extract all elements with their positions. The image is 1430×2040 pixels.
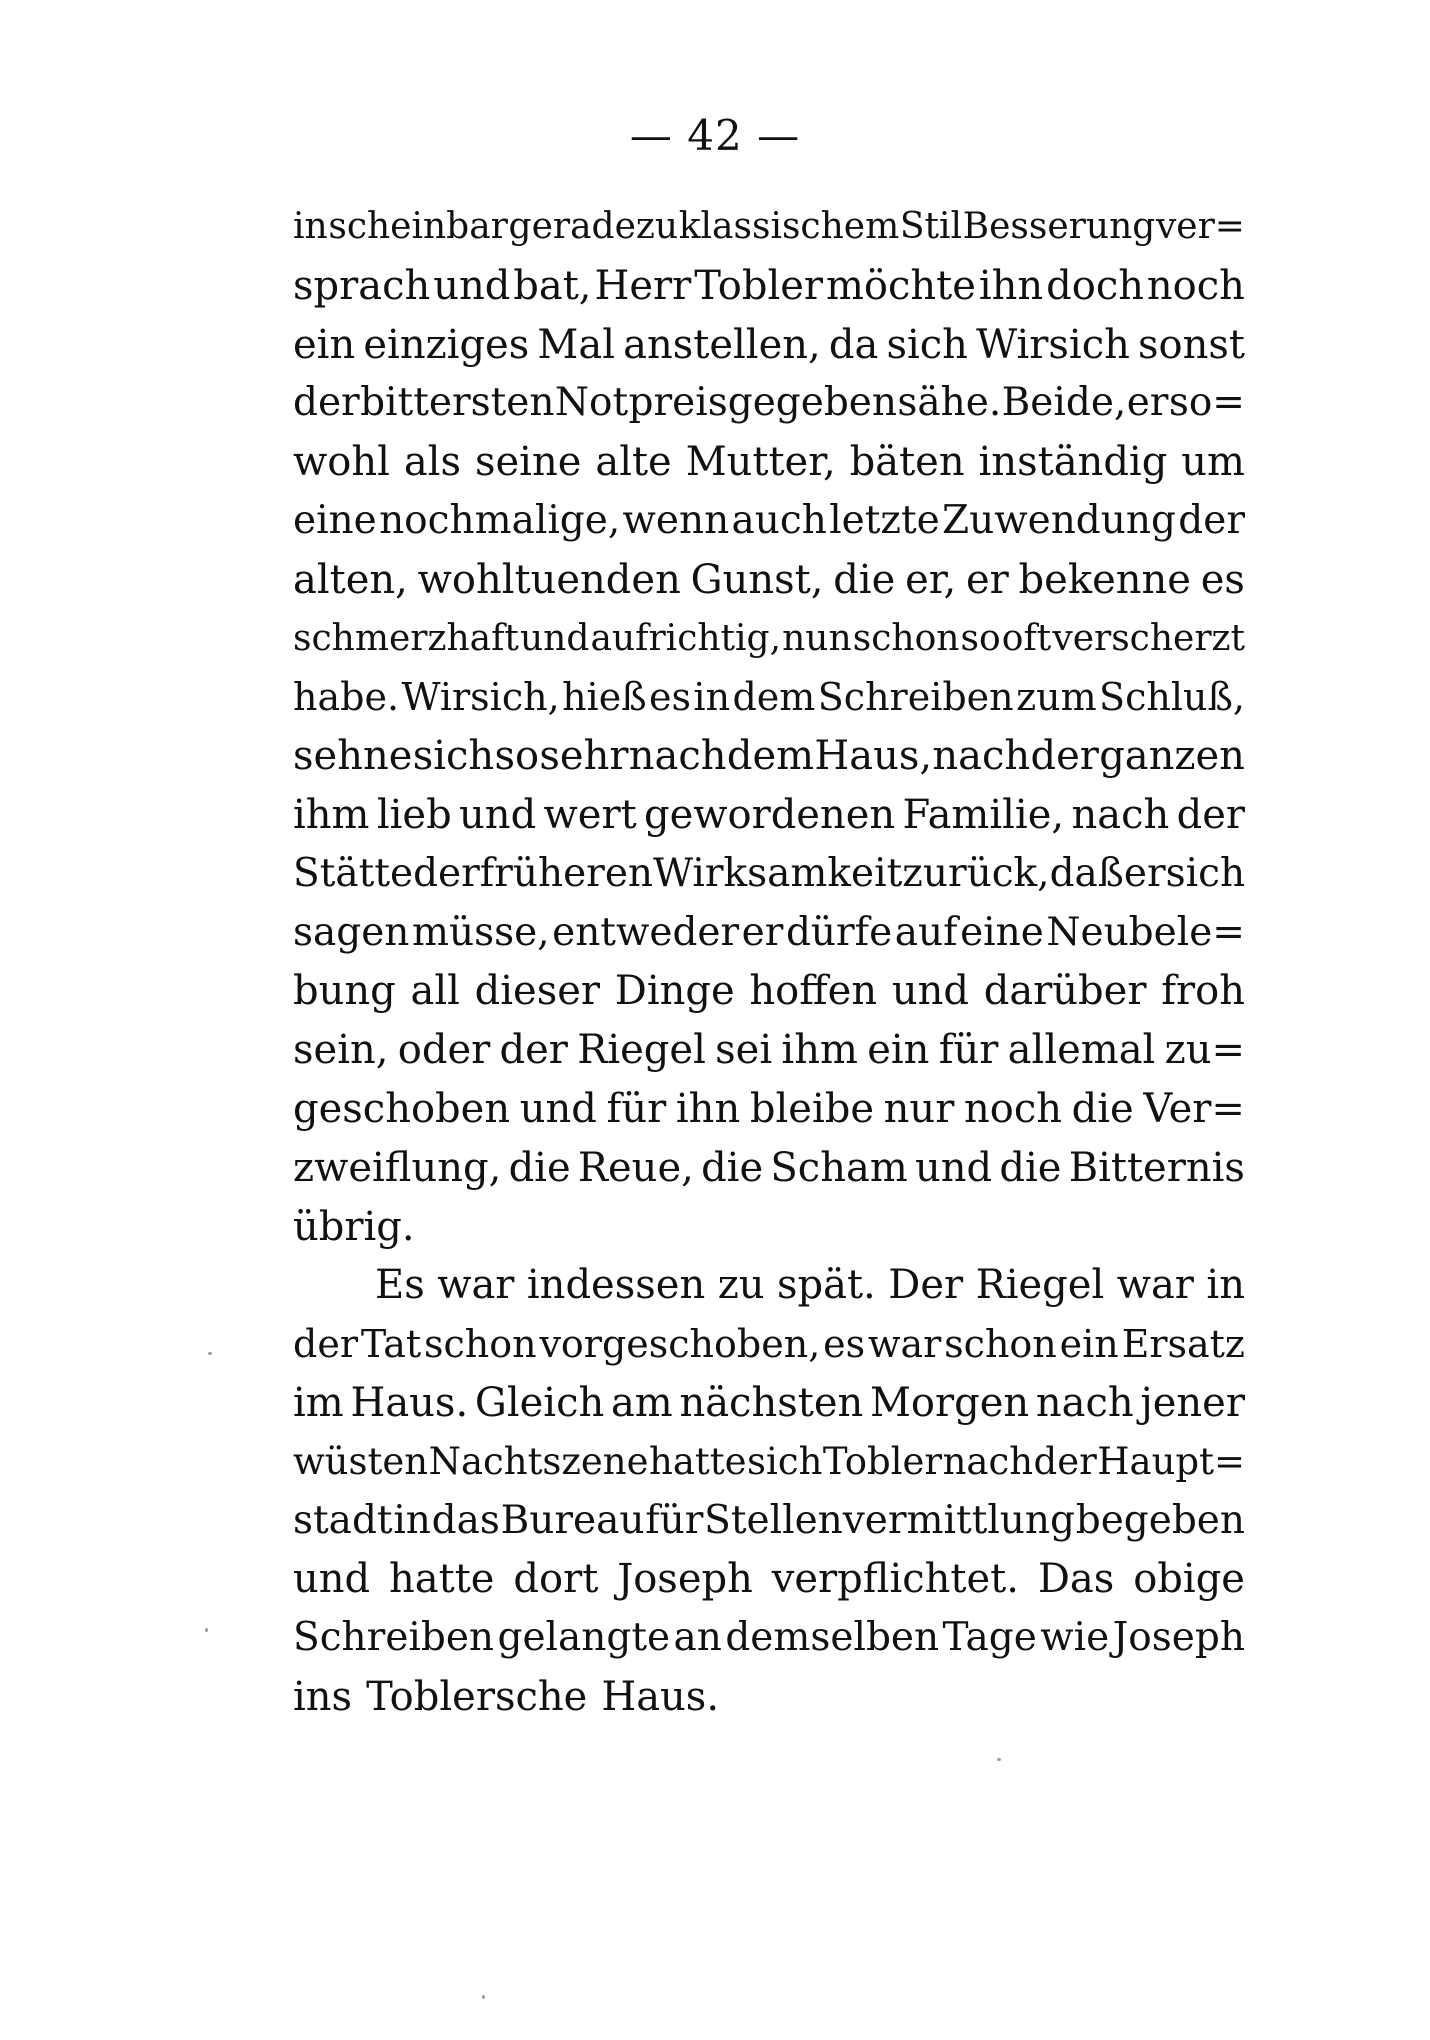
word: lieb: [376, 791, 452, 838]
word: Toblersche: [366, 1673, 588, 1720]
word: hieß: [562, 675, 647, 720]
word: und: [891, 968, 969, 1015]
word: Haus.: [601, 1673, 720, 1720]
word: die: [833, 556, 896, 603]
word: so: [960, 617, 1001, 659]
word: bung: [293, 968, 396, 1015]
word: Wirksamkeit: [653, 850, 903, 896]
word: war: [437, 1262, 515, 1309]
word: dort: [513, 1556, 599, 1603]
word: die: [999, 1144, 1062, 1191]
word: in: [293, 206, 328, 247]
word: Es: [375, 1262, 425, 1309]
word: Haus.: [350, 1379, 469, 1426]
word: ihn: [978, 262, 1044, 309]
word: der: [1033, 1439, 1097, 1483]
word: auch: [731, 497, 827, 543]
text-line: [293, 1315, 1245, 1374]
word: sich: [1165, 850, 1246, 896]
text-line: [293, 257, 1245, 316]
word: vorgeschoben,: [539, 1322, 821, 1367]
word: hatte: [389, 1556, 495, 1603]
text-line: [293, 727, 1245, 786]
word: noch: [963, 1085, 1062, 1132]
word: er: [1123, 850, 1166, 896]
word: und: [433, 262, 511, 309]
word: oft: [1001, 617, 1052, 659]
word: Beide,: [1001, 380, 1127, 426]
word: für: [645, 1497, 704, 1543]
word: der: [499, 1027, 568, 1074]
word: stadt: [293, 1497, 393, 1543]
word: letzte: [829, 497, 940, 543]
word: Herr: [594, 262, 692, 309]
word: Gleich: [474, 1379, 605, 1426]
word: klassischem: [678, 206, 900, 247]
word: all: [410, 968, 460, 1015]
word: sich: [747, 1439, 823, 1483]
word: zum: [1016, 675, 1097, 720]
text-line: [293, 1433, 1245, 1492]
word: in: [1206, 1262, 1245, 1309]
word: übrig.: [293, 1203, 415, 1250]
word: da: [828, 321, 879, 368]
word: ver=: [1155, 206, 1245, 247]
word: schmerzhaft: [293, 617, 519, 659]
word: Riegel: [975, 1262, 1105, 1309]
word: für: [938, 1027, 999, 1074]
word: Ersatz: [1121, 1322, 1245, 1367]
word: dieser: [474, 968, 601, 1015]
text-line: [293, 962, 1245, 1021]
word: anstellen,: [623, 321, 821, 368]
word: wüsten: [293, 1439, 429, 1483]
word: Stätte: [293, 850, 414, 896]
word: die: [508, 1144, 571, 1191]
word: ins: [293, 1673, 353, 1720]
word: und: [459, 791, 537, 838]
word: der: [1178, 497, 1245, 543]
word: Mal: [537, 321, 615, 368]
word: Das: [1037, 1556, 1115, 1603]
word: und: [519, 1085, 597, 1132]
word: Scham: [770, 1144, 908, 1191]
word: Morgen: [869, 1379, 1030, 1426]
word: indessen: [526, 1262, 706, 1309]
word: bekenne: [1018, 556, 1191, 603]
word: ihm: [293, 791, 370, 838]
word: und: [519, 617, 590, 659]
word: Haus,: [814, 733, 933, 780]
text-line: [293, 433, 1245, 492]
text-line: [293, 1609, 1245, 1668]
word: der: [293, 1322, 358, 1367]
word: Joseph: [617, 1556, 753, 1603]
word: froh: [1161, 968, 1245, 1015]
word: sich: [412, 733, 495, 780]
word: ihm: [781, 1027, 858, 1074]
word: nochmalige,: [379, 497, 621, 543]
word: hatte: [649, 1439, 747, 1483]
word: zweiflung,: [293, 1144, 502, 1191]
text-line: [293, 1374, 1245, 1433]
word: so: [494, 733, 540, 780]
word: zurück,: [902, 850, 1050, 896]
word: ihn: [675, 1085, 741, 1132]
word: begeben: [1075, 1497, 1245, 1543]
word: inständig: [978, 439, 1168, 486]
paper-speck: [997, 1758, 1001, 1761]
word: er,: [905, 556, 957, 603]
word: oder: [397, 1027, 491, 1074]
word: nach: [1071, 791, 1170, 838]
word: im: [293, 1379, 344, 1426]
word: alten,: [293, 556, 408, 603]
word: jener: [1140, 1379, 1245, 1426]
word: eine: [293, 497, 377, 543]
word: alte: [595, 439, 672, 486]
text-line: [293, 374, 1245, 433]
word: wenn: [622, 497, 730, 543]
word: darüber: [983, 968, 1147, 1015]
word: schon: [852, 617, 960, 659]
word: Ver=: [1143, 1085, 1245, 1132]
word: ein: [867, 1027, 930, 1074]
word: wie: [1040, 1615, 1110, 1661]
paper-speck: [205, 1628, 208, 1632]
word: Schreiben: [293, 1615, 495, 1661]
text-line: [293, 1550, 1245, 1609]
word: sehne: [293, 733, 413, 780]
word: war: [1116, 1262, 1194, 1309]
word: am: [610, 1379, 673, 1426]
word: sprach: [293, 262, 431, 309]
word: auf: [894, 909, 958, 955]
text-line: [293, 845, 1245, 904]
text-line: [293, 1492, 1245, 1551]
word: es: [1200, 556, 1245, 603]
word: wohl: [293, 439, 390, 486]
word: sein,: [293, 1027, 389, 1074]
text-line: [293, 316, 1245, 375]
word: Familie,: [902, 791, 1065, 838]
word: wert: [543, 791, 637, 838]
word: doch: [1046, 262, 1144, 309]
word: die: [701, 1144, 764, 1191]
word: allemal: [1007, 1027, 1156, 1074]
word: nach: [942, 1439, 1034, 1483]
word: um: [1181, 439, 1245, 486]
paper-speck: [208, 1352, 212, 1355]
word: bittersten: [360, 380, 555, 426]
word: Riegel: [577, 1027, 706, 1074]
word: nach: [628, 733, 727, 780]
text-line: [293, 492, 1245, 551]
word: scheinbar: [328, 206, 508, 247]
word: wohltuenden: [417, 556, 681, 603]
word: Der: [888, 1262, 964, 1309]
word: möchte: [826, 262, 976, 309]
word: an: [673, 1615, 722, 1661]
word: bäten: [849, 439, 965, 486]
page-number: — 42 —: [629, 111, 801, 160]
word: verpflichtet.: [771, 1556, 1019, 1603]
text-line: [293, 551, 1245, 610]
body-text: [293, 198, 1245, 1727]
word: preisgegeben: [628, 380, 897, 426]
word: schon: [424, 1322, 537, 1367]
word: zu: [717, 1262, 765, 1309]
word: in: [393, 1497, 431, 1543]
text-line: [293, 1668, 1245, 1727]
word: seine: [474, 439, 582, 486]
word: Tobler: [694, 262, 824, 309]
word: gewordenen: [643, 791, 896, 838]
word: geradezu: [508, 206, 679, 247]
word: sonst: [1138, 321, 1245, 368]
word: Tage: [942, 1615, 1037, 1661]
word: für: [606, 1085, 667, 1132]
word: Wirsich,: [401, 675, 560, 720]
word: ein: [293, 321, 356, 368]
word: nächsten: [679, 1379, 864, 1426]
text-line: [293, 1021, 1245, 1080]
text-line: [293, 1080, 1245, 1139]
word: Tat: [360, 1322, 422, 1367]
word: bat,: [513, 262, 592, 309]
word: in: [693, 675, 731, 720]
word: und: [915, 1144, 993, 1191]
word: Tobler: [822, 1439, 943, 1483]
word: Zuwendung: [942, 497, 1176, 543]
word: Haupt=: [1097, 1439, 1245, 1483]
text-line: [293, 904, 1245, 963]
word: Nachtszene: [428, 1439, 649, 1483]
word: es: [823, 1322, 866, 1367]
word: Mutter,: [685, 439, 836, 486]
word: entweder: [552, 909, 740, 955]
text-line: [293, 668, 1245, 727]
word: eine: [960, 909, 1044, 955]
word: er: [1126, 380, 1169, 426]
word: obige: [1133, 1556, 1245, 1603]
word: er: [741, 909, 784, 955]
word: spät.: [777, 1262, 876, 1309]
word: er: [965, 556, 1009, 603]
text-line: [293, 1256, 1245, 1315]
word: der: [413, 850, 480, 896]
word: das: [431, 1497, 500, 1543]
word: Joseph: [1112, 1615, 1245, 1661]
word: der: [1176, 791, 1245, 838]
word: Neubele=: [1046, 909, 1245, 955]
word: ein: [1059, 1322, 1119, 1367]
word: Bureau: [500, 1497, 645, 1543]
word: Dinge: [614, 968, 735, 1015]
word: schon: [944, 1322, 1057, 1367]
word: Not: [554, 380, 629, 426]
word: sich: [886, 321, 968, 368]
text-line: [293, 610, 1245, 669]
word: es: [649, 675, 691, 720]
word: müsse,: [411, 909, 550, 955]
word: früheren: [479, 850, 654, 896]
word: dürfe: [785, 909, 893, 955]
word: demselben: [725, 1615, 940, 1661]
word: und: [293, 1556, 371, 1603]
word: war: [867, 1322, 942, 1367]
word: als: [403, 439, 461, 486]
word: bleibe: [749, 1085, 875, 1132]
word: sähe.: [897, 380, 1002, 426]
word: Besserung: [962, 206, 1156, 247]
word: Bitternis: [1068, 1144, 1245, 1191]
word: der: [1030, 733, 1099, 780]
word: Reue,: [577, 1144, 694, 1191]
word: sagen: [293, 909, 410, 955]
word: so=: [1168, 380, 1245, 426]
word: Gunst,: [690, 556, 824, 603]
text-line: [293, 198, 1245, 257]
word: ganzen: [1099, 733, 1245, 780]
word: daß: [1049, 850, 1124, 896]
word: Schluß,: [1099, 675, 1245, 720]
word: nun: [782, 617, 852, 659]
text-line: [293, 1198, 1245, 1257]
word: der: [293, 380, 360, 426]
word: noch: [1146, 262, 1245, 309]
word: Stil: [899, 206, 963, 247]
word: sehr: [539, 733, 629, 780]
word: habe.: [293, 675, 400, 720]
word: geschoben: [293, 1085, 511, 1132]
word: aufrichtig,: [590, 617, 782, 659]
word: gelangte: [497, 1615, 671, 1661]
word: einziges: [363, 321, 530, 368]
word: dem: [726, 733, 815, 780]
word: hoffen: [749, 968, 878, 1015]
word: Wirsich: [976, 321, 1130, 368]
word: nur: [883, 1085, 955, 1132]
paper-speck: [482, 1995, 485, 1999]
text-line: [293, 786, 1245, 845]
word: Stellenvermittlung: [704, 1497, 1075, 1543]
word: die: [1071, 1085, 1134, 1132]
word: nach: [932, 733, 1031, 780]
word: Schreiben: [817, 675, 1014, 720]
word: sei: [715, 1027, 773, 1074]
word: zu=: [1164, 1027, 1245, 1074]
text-line: [293, 1139, 1245, 1198]
word: nach: [1035, 1379, 1134, 1426]
word: verscherzt: [1052, 617, 1245, 659]
word: dem: [732, 675, 816, 720]
